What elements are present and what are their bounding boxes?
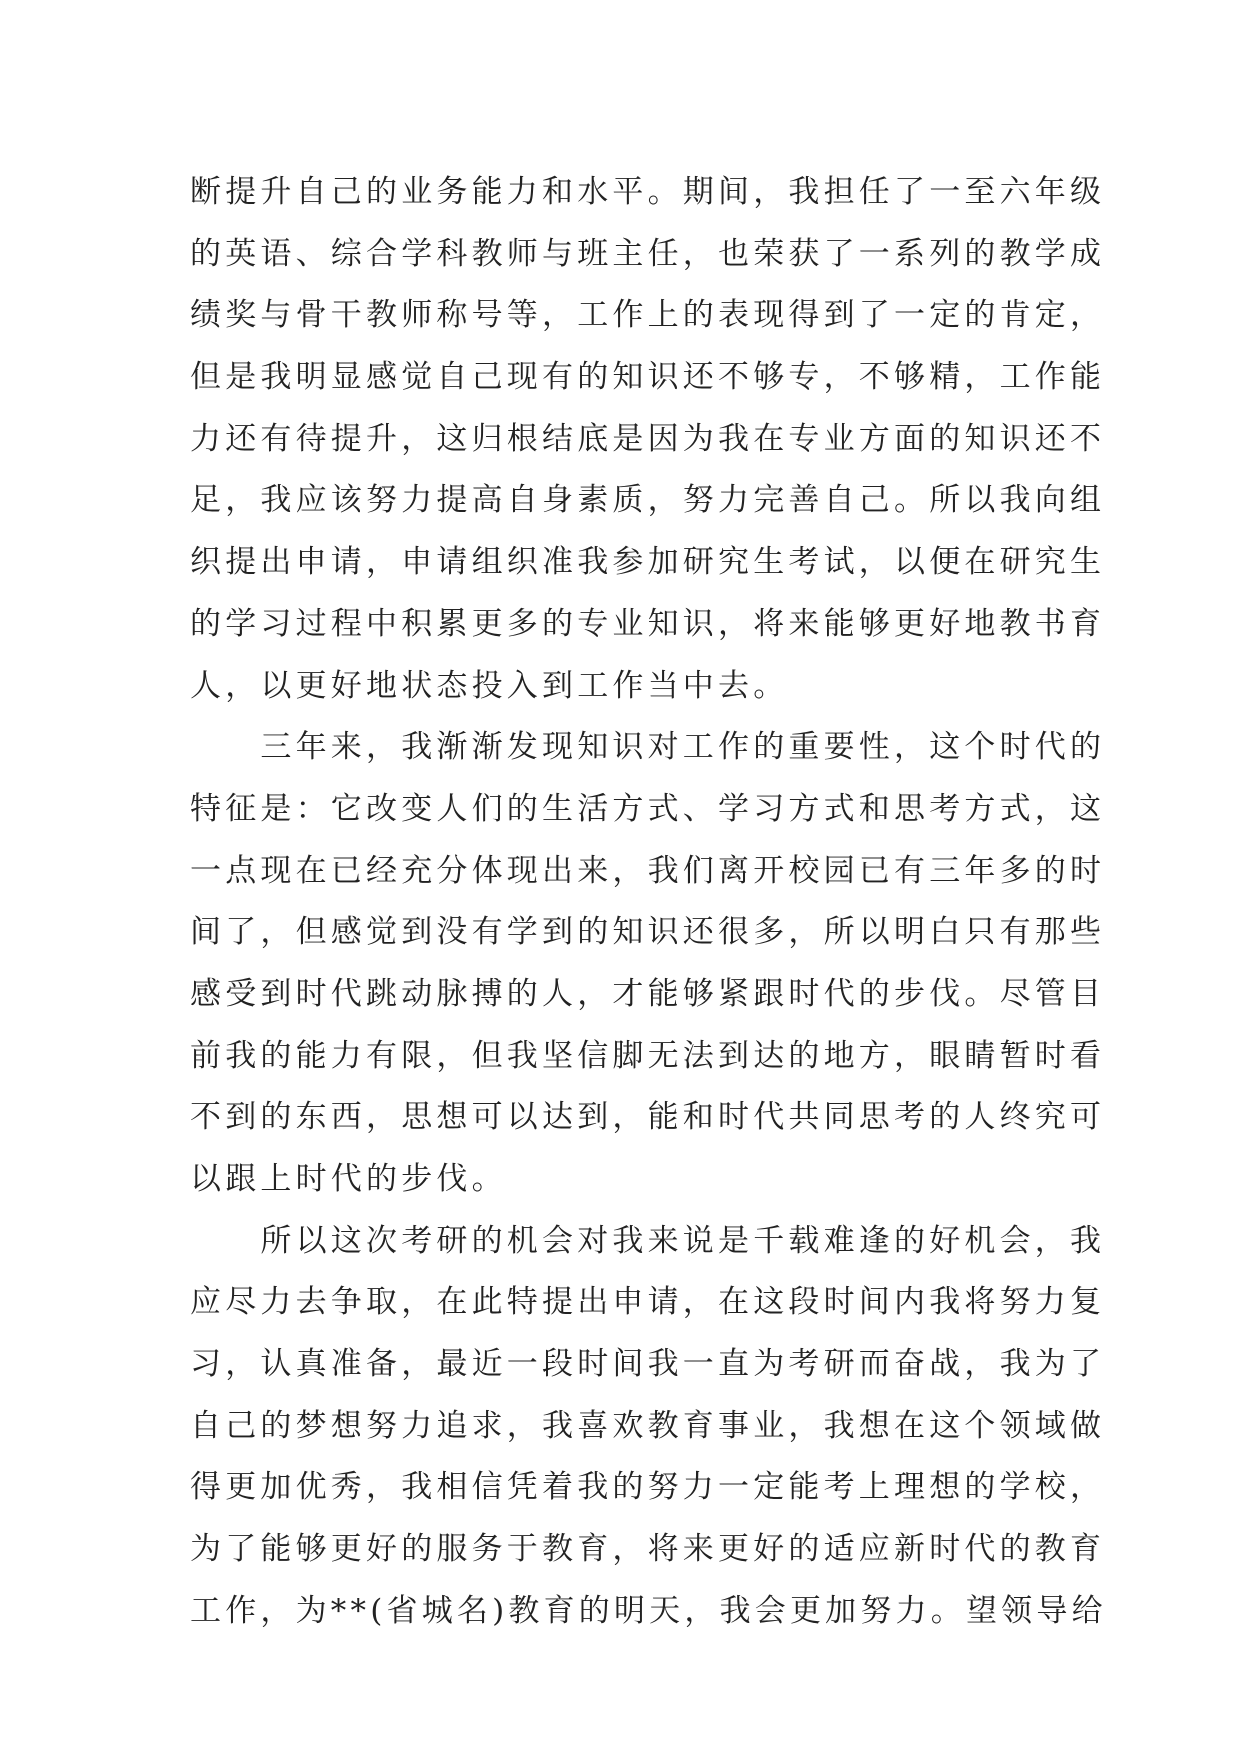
text-line: 应尽力去争取，在此特提出申请，在这段时间内我将努力复 bbox=[190, 1284, 1106, 1321]
text-line: 得更加优秀，我相信凭着我的努力一定能考上理想的学校， bbox=[190, 1469, 1106, 1506]
text-line: 断提升自己的业务能力和水平。期间，我担任了一至六年级 bbox=[190, 174, 1106, 210]
text-line: 一点现在已经充分体现出来，我们离开校园已有三年多的时 bbox=[190, 852, 1106, 889]
text-line: 绩奖与骨干教师称号等，工作上的表现得到了一定的肯定， bbox=[190, 297, 1106, 334]
text-line: 但是我明显感觉自己现有的知识还不够专，不够精，工作能 bbox=[190, 359, 1106, 396]
text-line: 人，以更好地状态投入到工作当中去。 bbox=[190, 667, 789, 704]
text-line: 习，认真准备，最近一段时间我一直为考研而奋战，我为了 bbox=[190, 1346, 1106, 1383]
text-line: 三年来，我渐渐发现知识对工作的重要性，这个时代的 bbox=[190, 729, 1106, 766]
text-line: 工作，为**(省城名)教育的明天，我会更加努力。望领导给 bbox=[190, 1592, 1107, 1629]
text-line: 所以这次考研的机会对我来说是千载难逢的好机会，我 bbox=[190, 1222, 1106, 1259]
text-line: 以跟上时代的步伐。 bbox=[190, 1161, 507, 1197]
text-line: 不到的东西，思想可以达到，能和时代共同思考的人终究可 bbox=[190, 1099, 1106, 1136]
text-line: 自己的梦想努力追求，我喜欢教育事业，我想在这个领域做 bbox=[190, 1407, 1106, 1444]
text-line: 为了能够更好的服务于教育，将来更好的适应新时代的教育 bbox=[190, 1531, 1106, 1568]
text-line: 感受到时代跳动脉搏的人，才能够紧跟时代的步伐。尽管目 bbox=[190, 975, 1106, 1012]
text-line: 间了，但感觉到没有学到的知识还很多，所以明白只有那些 bbox=[190, 914, 1106, 951]
text-line: 的英语、综合学科教师与班主任，也荣获了一系列的教学成 bbox=[190, 235, 1106, 272]
body-text bbox=[190, 162, 1107, 1643]
text-line: 特征是：它改变人们的生活方式、学习方式和思考方式，这 bbox=[190, 790, 1106, 827]
text-line: 足，我应该努力提高自身素质，努力完善自己。所以我向组 bbox=[190, 482, 1106, 519]
text-line: 织提出申请，申请组织准我参加研究生考试，以便在研究生 bbox=[190, 544, 1106, 581]
text-line: 的学习过程中积累更多的专业知识，将来能够更好地教书育 bbox=[190, 605, 1106, 642]
text-line: 力还有待提升，这归根结底是因为我在专业方面的知识还不 bbox=[190, 420, 1106, 457]
text-line: 前我的能力有限，但我坚信脚无法到达的地方，眼睛暂时看 bbox=[190, 1037, 1106, 1074]
